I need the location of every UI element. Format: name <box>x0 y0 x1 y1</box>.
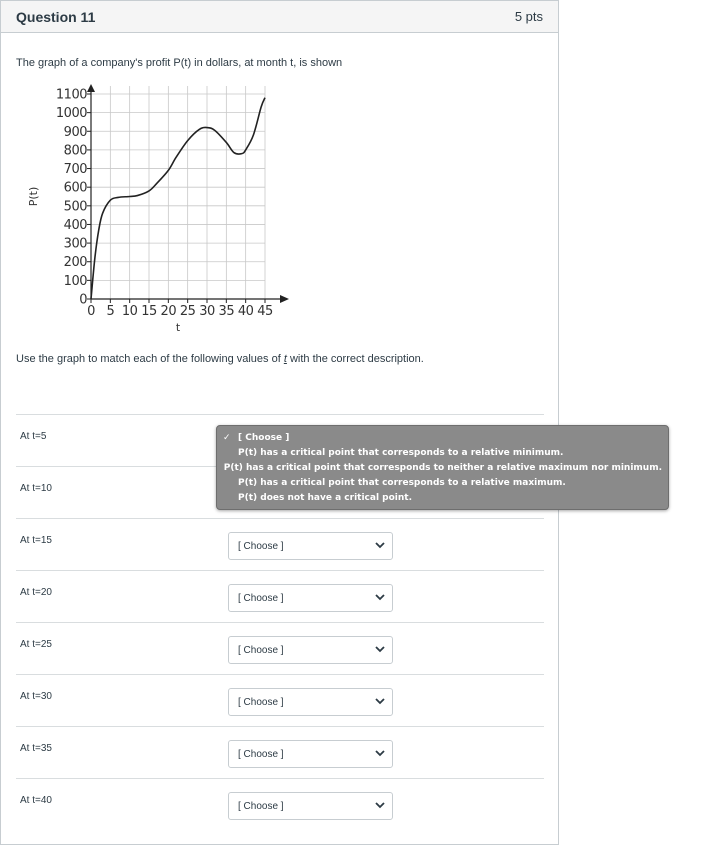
check-icon <box>223 446 238 461</box>
chevron-down-icon <box>375 801 385 812</box>
answer-select[interactable] <box>228 740 393 768</box>
x-tick-label: 30 <box>199 304 215 319</box>
dropdown-option-label: P(t) does not have a critical point. <box>238 493 413 503</box>
x-tick-label: 40 <box>237 304 254 319</box>
x-tick-label: 25 <box>179 304 196 319</box>
y-tick-label: 600 <box>63 180 87 196</box>
profit-graph <box>21 83 301 343</box>
answer-row <box>16 622 544 674</box>
answer-row <box>16 518 544 570</box>
y-tick-label: 500 <box>63 199 87 215</box>
chevron-down-icon <box>375 697 385 708</box>
question-title: Question 11 <box>16 8 96 25</box>
y-tick-label: 1100 <box>55 87 87 103</box>
check-icon <box>223 491 238 506</box>
chevron-down-icon <box>375 541 385 552</box>
x-tick-label: 5 <box>106 304 115 319</box>
question-prompt: The graph of a company's profit P(t) in dollars, at month t, is shown <box>16 57 343 69</box>
select-value: [ Choose ] <box>238 644 284 656</box>
x-axis-label: t <box>175 321 181 334</box>
x-tick-label: 20 <box>160 304 177 319</box>
answer-row <box>16 570 544 622</box>
y-tick-label: 200 <box>63 255 87 271</box>
select-value: [ Choose ] <box>238 748 284 760</box>
x-tick-label: 35 <box>218 304 235 319</box>
dropdown-option-label: P(t) has a critical point that corresponds to a relative maximum. <box>238 478 566 488</box>
dropdown-option[interactable] <box>223 491 662 506</box>
y-axis-label: P(t) <box>27 186 40 207</box>
question-instruction <box>16 353 424 365</box>
y-tick-label: 800 <box>63 143 87 159</box>
check-icon: ✓ <box>223 433 231 443</box>
question-points: 5 pts <box>514 9 543 24</box>
dropdown-option-label: P(t) has a critical point that corresponds to a relative minimum. <box>238 448 564 458</box>
chevron-down-icon <box>375 749 385 760</box>
select-value: [ Choose ] <box>238 696 284 708</box>
dropdown-option[interactable] <box>223 461 662 476</box>
select-value: [ Choose ] <box>238 800 284 812</box>
chevron-down-icon <box>375 593 385 604</box>
answer-label: At t=25 <box>20 639 52 650</box>
instruction-var: t <box>283 353 287 365</box>
answer-row <box>16 674 544 726</box>
dropdown-option[interactable] <box>223 476 662 491</box>
answer-label: At t=20 <box>20 587 52 598</box>
dropdown-option-label: [ Choose ] <box>238 433 290 443</box>
dropdown-option-label: P(t) has a critical point that corresponds to neither a relative maximum nor minimum. <box>223 463 662 473</box>
dropdown-option-choose[interactable] <box>223 431 662 446</box>
x-tick-label: 0 <box>87 304 95 319</box>
answer-select[interactable] <box>228 636 393 664</box>
select-value: [ Choose ] <box>238 540 284 552</box>
x-tick-label: 45 <box>257 304 273 319</box>
dropdown-option[interactable] <box>223 446 662 461</box>
answer-select[interactable] <box>228 584 393 612</box>
answer-row <box>16 778 544 830</box>
answer-label: At t=30 <box>20 691 52 702</box>
answer-label: At t=5 <box>20 431 47 442</box>
y-tick-label: 900 <box>63 124 87 140</box>
answer-label: At t=10 <box>20 483 52 494</box>
y-tick-label: 0 <box>79 292 87 308</box>
select-value: [ Choose ] <box>238 592 284 604</box>
y-tick-label: 100 <box>63 273 87 289</box>
check-icon <box>223 476 238 491</box>
instruction-pre: Use the graph to match each of the following values of <box>16 353 284 365</box>
answer-label: At t=15 <box>20 535 52 546</box>
y-tick-label: 1000 <box>55 106 87 122</box>
answer-select[interactable] <box>228 792 393 820</box>
x-tick-label: 10 <box>121 304 138 319</box>
answer-row <box>16 726 544 778</box>
y-tick-label: 300 <box>63 236 87 252</box>
answer-label: At t=35 <box>20 743 52 754</box>
answer-select[interactable] <box>228 688 393 716</box>
y-tick-label: 400 <box>63 217 87 233</box>
chevron-down-icon <box>375 645 385 656</box>
profit-curve <box>91 98 265 299</box>
question-header <box>1 1 558 33</box>
y-axis-arrow <box>87 84 95 92</box>
answer-select[interactable] <box>228 532 393 560</box>
answer-label: At t=40 <box>20 795 52 806</box>
instruction-post: with the correct description. <box>286 353 424 365</box>
x-axis-arrow <box>280 295 289 303</box>
choose-dropdown-menu[interactable] <box>216 425 669 510</box>
y-tick-label: 700 <box>63 162 87 178</box>
x-tick-label: 15 <box>141 304 157 319</box>
